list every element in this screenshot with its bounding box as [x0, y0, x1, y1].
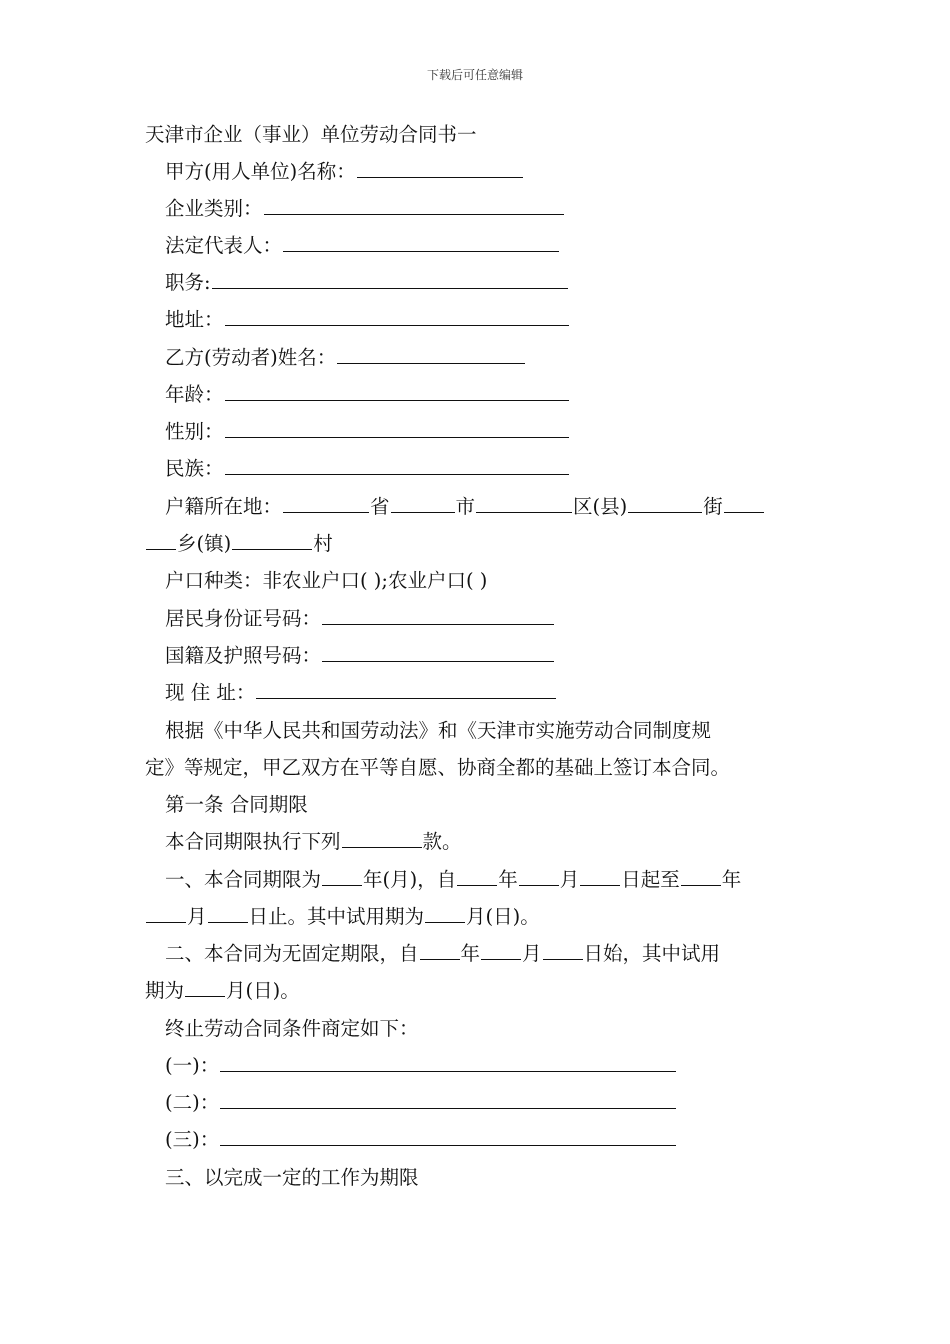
field-age: 年龄： — [165, 382, 830, 408]
field-current-address: 现 住 址： — [165, 680, 830, 706]
blank-line — [391, 494, 455, 513]
page-header: 下载后可任意编辑 — [426, 68, 523, 82]
blank-line — [543, 941, 583, 960]
intro-paragraph-line1: 根据《中华人民共和国劳动法》和《天津市实施劳动合同制度规 — [165, 719, 712, 742]
blank-line — [146, 904, 186, 923]
article1-item3: 三、以完成一定的工作为期限 — [165, 1166, 419, 1189]
article1-item1-line1: 一、本合同期限为 年(月)，自 年 月 日起至 年 — [165, 868, 742, 891]
blank-line — [283, 494, 369, 513]
blank-line — [146, 531, 176, 550]
blank-line — [208, 904, 248, 923]
blank-line — [425, 904, 465, 923]
blank-line — [283, 233, 559, 252]
field-ethnicity: 民族： — [165, 456, 830, 482]
field-enterprise-type: 企业类别： — [165, 196, 830, 222]
blank-line — [220, 1090, 676, 1109]
blank-line — [476, 494, 572, 513]
blank-line — [322, 867, 362, 886]
field-position: 职务: — [165, 270, 830, 296]
article1-item2-line1: 二、本合同为无固定期限，自 年 月 日始，其中试用 — [165, 942, 721, 965]
field-party-a-name: 甲方(用人单位)名称： — [165, 159, 830, 185]
blank-line — [519, 867, 559, 886]
field-household-reg: 户籍所在地： 省 市 区(县) 街 — [165, 494, 810, 520]
blank-line — [342, 829, 422, 848]
blank-line — [322, 606, 554, 625]
blank-line — [681, 867, 721, 886]
field-gender: 性别： — [165, 419, 830, 445]
document-title: 天津市企业（事业）单位劳动合同书一 — [145, 123, 477, 146]
field-hukou-type: 户口种类：非农业户口( );农业户口( ) — [165, 569, 488, 592]
article1-item1-line2: 月 日止。其中试用期为 月(日)。 — [145, 904, 810, 930]
blank-line — [580, 867, 620, 886]
blank-line — [724, 494, 764, 513]
field-address: 地址： — [165, 307, 830, 333]
intro-paragraph-line2: 定》等规定，甲乙双方在平等自愿、协商全都的基础上签订本合同。 — [145, 756, 731, 779]
blank-line — [457, 867, 497, 886]
article1-item2-line2: 期为 月(日)。 — [145, 979, 300, 1002]
article1-execute: 本合同期限执行下列 款。 — [165, 830, 462, 853]
blank-line — [225, 419, 569, 438]
field-passport: 国籍及护照号码： — [165, 643, 830, 669]
blank-line — [220, 1127, 676, 1146]
blank-line — [264, 196, 564, 215]
blank-line — [185, 978, 225, 997]
blank-line — [357, 159, 523, 178]
article1-heading: 第一条 合同期限 — [165, 793, 308, 816]
field-party-b-name: 乙方(劳动者)姓名： — [165, 345, 830, 371]
blank-line — [220, 1053, 676, 1072]
blank-line — [256, 680, 556, 699]
blank-line — [628, 494, 702, 513]
blank-line — [337, 345, 525, 364]
blank-line — [212, 270, 568, 289]
blank-line — [420, 941, 460, 960]
field-id-number: 居民身份证号码： — [165, 606, 830, 632]
condition-2: (二)： — [165, 1090, 830, 1116]
field-legal-rep: 法定代表人： — [165, 233, 830, 259]
blank-line — [225, 456, 569, 475]
condition-3: (三)： — [165, 1127, 830, 1153]
blank-line — [322, 643, 554, 662]
field-township-village: 乡(镇) 村 — [145, 531, 810, 557]
blank-line — [225, 307, 569, 326]
blank-line — [225, 382, 569, 401]
blank-line — [481, 941, 521, 960]
condition-1: (一)： — [165, 1053, 830, 1079]
termination-conditions-heading: 终止劳动合同条件商定如下： — [165, 1017, 419, 1040]
blank-line — [232, 531, 312, 550]
